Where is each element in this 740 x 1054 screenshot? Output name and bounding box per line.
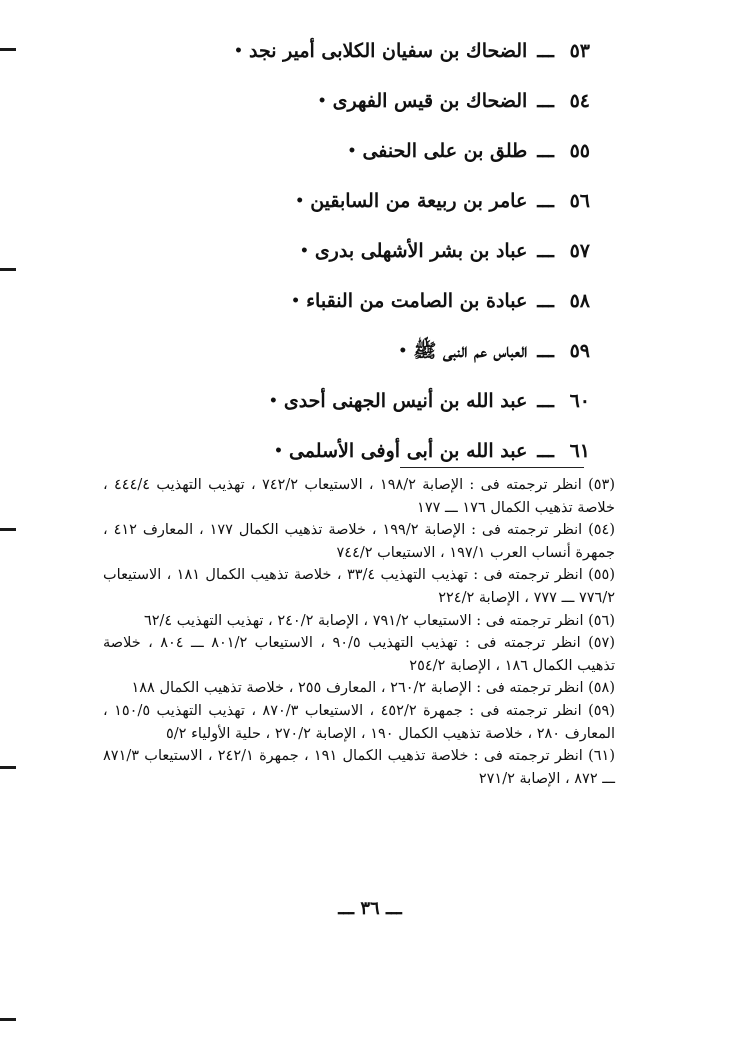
- bullet-icon: •: [274, 443, 283, 459]
- bullet-icon: •: [398, 343, 408, 359]
- entry-item: [150, 176, 590, 226]
- footnote: (٥٨) انظر ترجمته فى : الإصابة ٢٦٠/٢ ، المعارف ٢٥٥ ، خلاصة تذهيب الكمال ١٨٨: [131, 680, 615, 697]
- bullet-icon: •: [347, 143, 357, 159]
- entry-text: طلق بن على الحنفى: [362, 140, 528, 162]
- entry-dash: ـــ: [537, 190, 554, 212]
- footnote: (٥٣) انظر ترجمته فى : الإصابة ١٩٨/٢ ، الاستيعاب ٧٤٢/٢ ، تهذيب التهذيب ٤٤٤/٤ ، خلاصة تذهيب الكمال ١٧٦ ـــ ١٧٧: [103, 477, 615, 516]
- entry-number: ٥٥: [569, 140, 590, 162]
- footnote: (٦١) انظر ترجمته فى : خلاصة تذهيب الكمال ١٩١ ، جمهرة ٢٤٢/١ ، الاستيعاب ٨٧١/٣ ـــ ٨٧٢ ، الإصابة ٢٧١/٢: [103, 748, 615, 787]
- binding-mark: [0, 48, 16, 51]
- entry-number: ٥٣: [569, 40, 590, 62]
- entry-item: [150, 426, 590, 476]
- bullet-icon: •: [234, 43, 243, 59]
- bullet-icon: •: [299, 243, 309, 259]
- entry-item: [150, 276, 590, 326]
- entry-item: [150, 326, 590, 376]
- entry-text: الضحاك بن قيس الفهرى: [332, 90, 528, 112]
- entry-text: الضحاك بن سفيان الكلابى أمير نجد: [248, 40, 528, 62]
- binding-mark: [0, 766, 16, 769]
- entry-dash: ـــ: [537, 440, 554, 462]
- entry-dash: ـــ: [537, 90, 554, 112]
- bullet-icon: •: [268, 393, 278, 409]
- entry-number: ٥٨: [569, 290, 590, 312]
- entry-dash: ـــ: [537, 290, 554, 312]
- entry-text: عباد بن بشر الأشهلى بدرى: [314, 240, 528, 262]
- binding-mark: [0, 528, 16, 531]
- entry-text: عبادة بن الصامت من النقباء: [306, 290, 528, 312]
- footnotes: [103, 474, 615, 790]
- entry-item: [150, 26, 590, 76]
- entry-dash: ـــ: [537, 390, 554, 412]
- entry-dash: ـــ: [537, 340, 554, 362]
- entry-number: ٥٦: [569, 190, 590, 212]
- footnote: (٥٩) انظر ترجمته فى : جمهرة ٤٥٢/٢ ، الاستيعاب ٨٧٠/٣ ، تهذيب التهذيب ١٥٠/٥ ، المعارف ٢٨٠ ، خلاصة تذهيب الكمال ١٩٠ ، الإصابة ٢٧٠/٢ ، حلية الأولياء ٥/٢: [103, 702, 615, 742]
- footnote-separator: [400, 467, 584, 468]
- footnote: (٥٤) انظر ترجمته فى : الإصابة ١٩٩/٢ ، خلاصة تذهيب الكمال ١٧٧ ، المعارف ٤١٢ ، جمهرة أنساب العرب ١٩٧/١ ، الاستيعاب ٧٤٤/٢: [103, 522, 615, 561]
- page-number: ـــ ٣٦ ـــ: [338, 898, 402, 919]
- entry-item: [150, 376, 590, 426]
- entries-list: [150, 26, 590, 476]
- entry-item: [150, 76, 590, 126]
- entry-number: ٦٠: [569, 390, 590, 412]
- entry-number: ٥٧: [569, 240, 590, 262]
- bullet-icon: •: [317, 93, 327, 109]
- entry-number: ٥٩: [569, 340, 590, 362]
- entry-number: ٦١: [569, 440, 590, 462]
- entry-item: [150, 126, 590, 176]
- footnote: (٥٦) انظر ترجمته فى : الاستيعاب ٧٩١/٢ ، الإصابة ٢٤٠/٢ ، تهذيب التهذيب ٦٢/٤: [143, 612, 615, 629]
- footnote: (٥٥) انظر ترجمته فى : تهذيب التهذيب ٣٣/٤ ، خلاصة تذهيب الكمال ١٨١ ، الاستيعاب ٧٧٦/٢ ـــ ٧٧٧ ، الإصابة ٢٢٤/٢: [103, 567, 616, 606]
- bullet-icon: •: [295, 193, 305, 209]
- entry-dash: ـــ: [537, 40, 554, 62]
- bullet-icon: •: [291, 293, 301, 309]
- footnote: (٥٧) انظر ترجمته فى : تهذيب التهذيب ٩٠/٥ ، الاستيعاب ٨٠١/٢ ـــ ٨٠٤ ، خلاصة تذهيب الكمال ١٨٦ ، الإصابة ٢٥٤/٢: [103, 635, 615, 674]
- entry-number: ٥٤: [569, 90, 590, 112]
- entry-dash: ـــ: [537, 140, 554, 162]
- entry-text: عبد الله بن أبى أوفى الأسلمى: [288, 440, 528, 462]
- entry-item: [150, 226, 590, 276]
- entry-text: العباس عم النبى ﷺ: [413, 340, 528, 362]
- entry-dash: ـــ: [537, 240, 554, 262]
- binding-mark: [0, 268, 16, 271]
- entry-text: عامر بن ربيعة من السابقين: [310, 190, 528, 212]
- binding-mark: [0, 1018, 16, 1021]
- entry-text: عبد الله بن أنيس الجهنى أحدى: [283, 390, 528, 412]
